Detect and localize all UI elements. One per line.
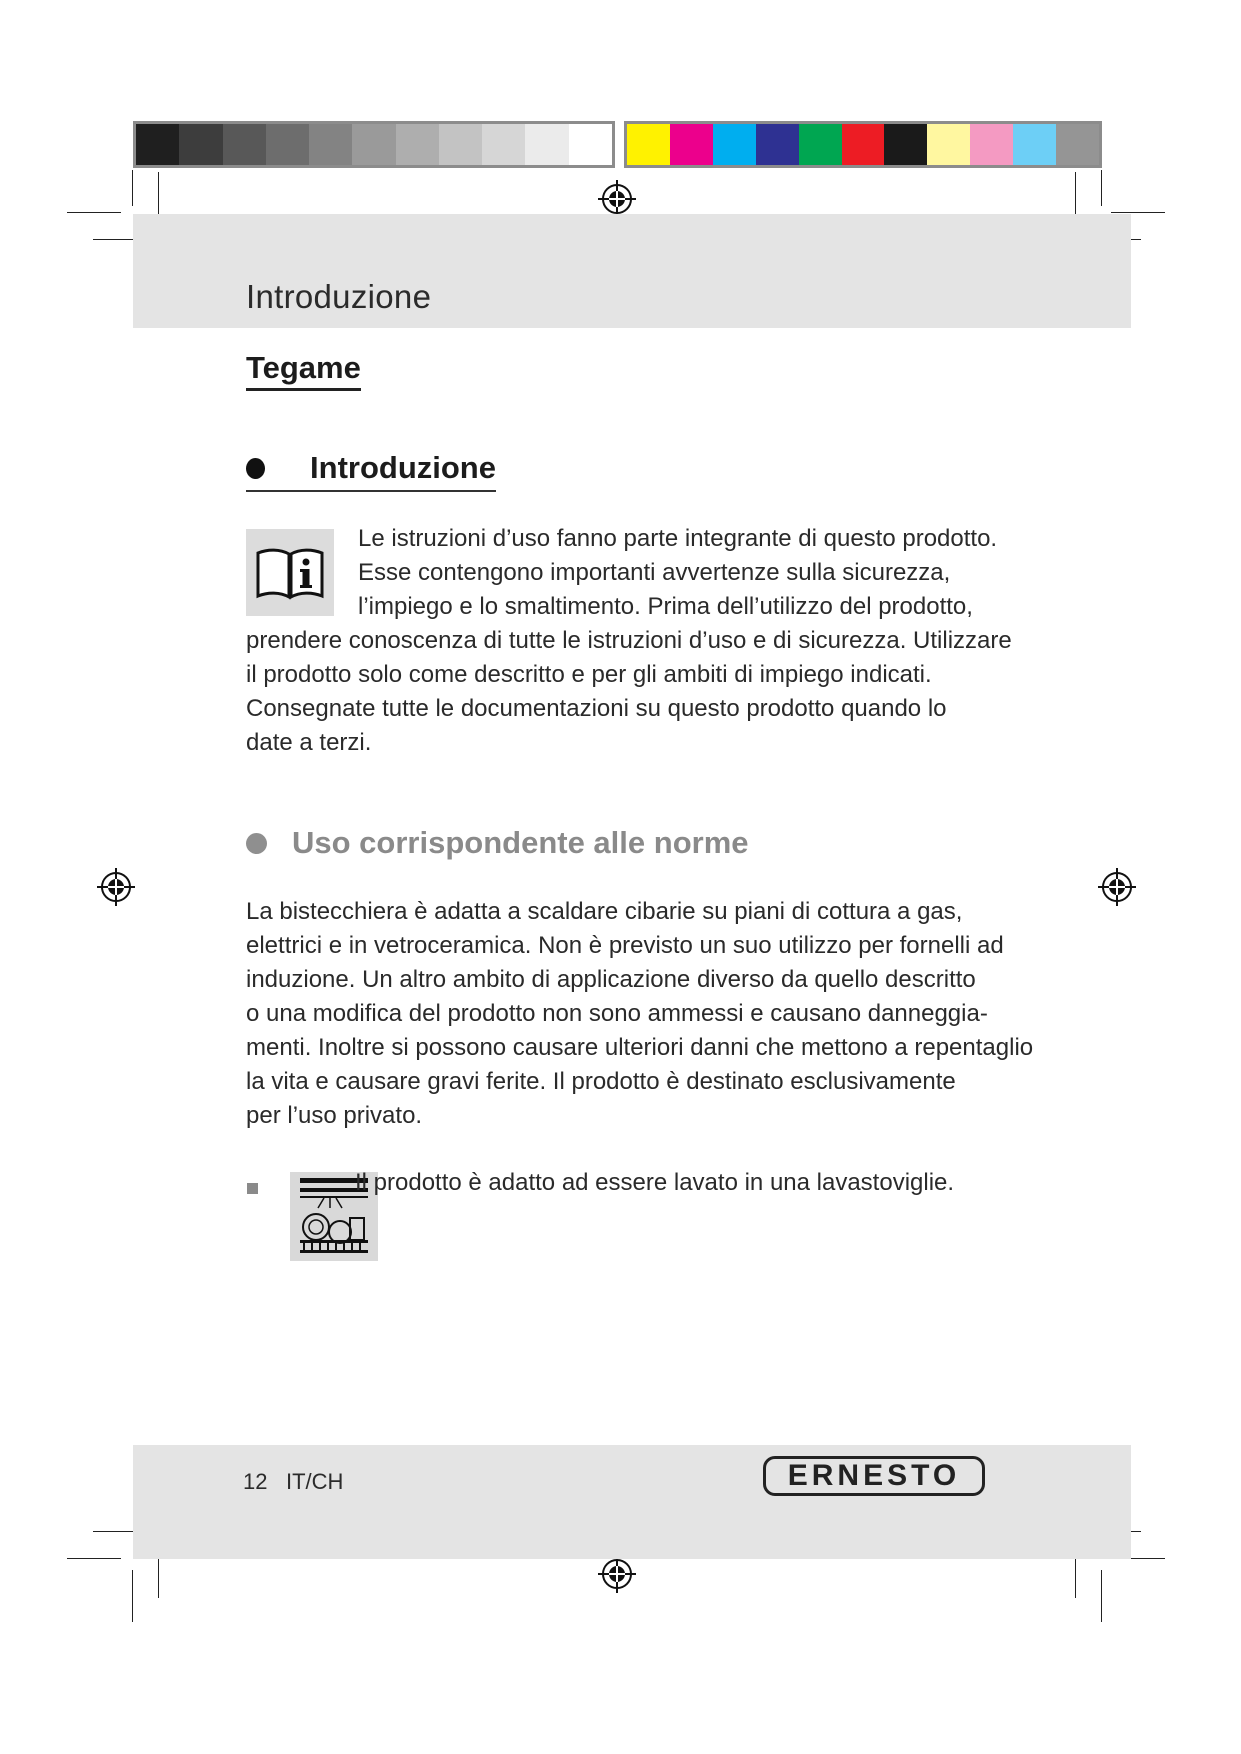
paragraph-line: Consegnate tutte le documentazioni su questo prodotto quando lo <box>246 695 947 722</box>
color-swatch <box>569 124 612 165</box>
registration-mark-icon <box>97 868 135 906</box>
section-heading-text: Introduzione <box>310 450 496 485</box>
color-swatch <box>970 124 1013 165</box>
paragraph-line: elettrici e in vetroceramica. Non è previsto un suo utilizzo per fornelli ad <box>246 932 1004 959</box>
crop-mark <box>67 1558 121 1559</box>
color-swatch <box>713 124 756 165</box>
paragraph-line: prendere conoscenza di tutte le istruzioni d’uso e di sicurezza. Utilizzare <box>246 627 1012 654</box>
color-swatch <box>482 124 525 165</box>
paragraph-line: o una modifica del prodotto non sono ammessi e causano danneggia- <box>246 1000 988 1027</box>
grayscale-bar <box>133 121 615 168</box>
color-swatch <box>627 124 670 165</box>
color-swatch <box>884 124 927 165</box>
paragraph-line: menti. Inoltre si possono causare ulteriori danni che mettono a repentaglio <box>246 1034 1034 1061</box>
crop-mark <box>132 170 133 206</box>
bullet-dot-icon <box>246 833 267 854</box>
paragraph-line: induzione. Un altro ambito di applicazione diverso da quello descritto <box>246 966 976 993</box>
color-swatch <box>1013 124 1056 165</box>
crop-mark <box>67 212 121 213</box>
color-swatch <box>799 124 842 165</box>
crop-mark <box>1111 212 1165 213</box>
color-swatch <box>136 124 179 165</box>
color-swatch <box>927 124 970 165</box>
locale-label: IT/CH <box>286 1469 344 1494</box>
bullet-text: Il prodotto è adatto ad essere lavato in una lavastoviglie. <box>355 1169 955 1196</box>
paragraph-line: il prodotto solo come descritto e per gli ambiti di impiego indicati. <box>246 661 932 688</box>
paragraph-line: date a terzi. <box>246 729 372 756</box>
crop-mark <box>132 1570 133 1622</box>
crop-mark <box>158 1556 159 1598</box>
brand-logo <box>763 1456 985 1496</box>
section-heading-uso <box>246 825 749 861</box>
crop-mark <box>1101 170 1102 206</box>
color-swatch <box>223 124 266 165</box>
color-swatch <box>396 124 439 165</box>
crop-mark <box>1075 1556 1076 1598</box>
document-title: Tegame <box>246 350 361 391</box>
page-header-title: Introduzione <box>246 278 432 315</box>
color-swatch <box>670 124 713 165</box>
paragraph-line: la vita e causare gravi ferite. Il prodotto è destinato esclusivamente <box>246 1068 956 1095</box>
registration-mark-icon <box>1098 868 1136 906</box>
section-heading-text: Uso corrispondente alle norme <box>292 825 749 860</box>
bullet-dot-icon <box>246 458 265 479</box>
paragraph-line: l’impiego e lo smaltimento. Prima dell’utilizzo del prodotto, <box>358 593 973 620</box>
crop-mark <box>1101 1570 1102 1622</box>
page-number: 12 <box>243 1469 268 1494</box>
color-swatch <box>439 124 482 165</box>
paragraph-line: La bistecchiera è adatta a scaldare cibarie su piani di cottura a gas, <box>246 898 963 925</box>
color-swatch <box>1056 124 1099 165</box>
color-swatch <box>179 124 222 165</box>
info-book-icon <box>246 529 334 616</box>
color-swatch <box>842 124 885 165</box>
section-heading-introduzione <box>246 450 496 492</box>
color-swatch <box>352 124 395 165</box>
registration-mark-icon <box>598 180 636 218</box>
color-swatch <box>756 124 799 165</box>
color-swatch <box>309 124 352 165</box>
paragraph-line: Esse contengono importanti avvertenze sulla sicurezza, <box>358 559 951 586</box>
paragraph-line: Le istruzioni d’uso fanno parte integrante di questo prodotto. <box>358 525 998 552</box>
registration-mark-icon <box>598 1555 636 1593</box>
color-swatch <box>266 124 309 165</box>
color-swatch <box>525 124 568 165</box>
color-bar <box>624 121 1102 168</box>
paragraph-line: per l’uso privato. <box>246 1102 423 1129</box>
brand-logo-text: ERNESTO <box>787 1459 961 1492</box>
square-bullet-icon <box>247 1183 258 1194</box>
